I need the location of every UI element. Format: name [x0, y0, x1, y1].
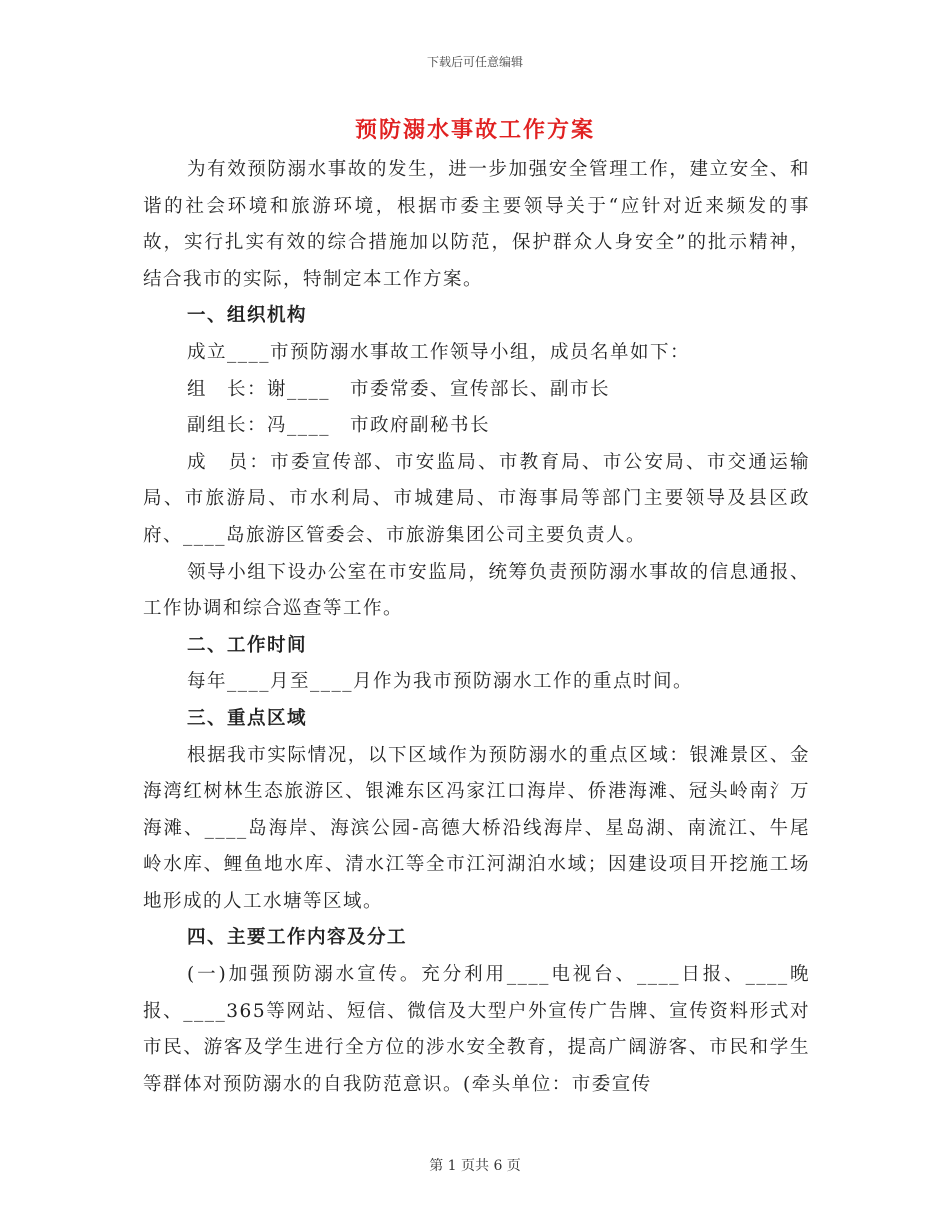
- paragraph-members: 成 员：市委宣传部、市安监局、市教育局、市公安局、市交通运输局、市旅游局、市水利局、市城建局、市海事局等部门主要领导及县区政府、____岛旅游区管委会、市旅游集团公司主要负责人。: [143, 451, 810, 546]
- document-body: [143, 152, 810, 1103]
- section-heading-3: 三、重点区域: [187, 707, 308, 729]
- page-footer: 第 1 页共 6 页: [429, 1158, 521, 1174]
- paragraph-areas: 根据我市实际情况，以下区域作为预防溺水的重点区域：银滩景区、金海湾红树林生态旅游区、银滩东区冯家江口海岸、侨港海滩、冠头岭南氵万海滩、____岛海岸、海滨公园-高德大桥沿线海岸、星岛湖、南流江、牛尾岭水库、鲤鱼地水库、清水江等全市江河湖泊水域；因建设项目开挖施工场地形成的人工水塘等区域。: [143, 744, 810, 912]
- paragraph-publicity: (一)加强预防溺水宣传。充分利用____电视台、____日报、____晚报、____365等网站、短信、微信及大型户外宣传广告牌、宣传资料形式对市民、游客及学生进行全方位的涉水安全教育，提高广阔游客、市民和学生等群体对预防溺水的自我防范意识。(牵头单位：市委宣传: [143, 964, 810, 1095]
- paragraph-time: 每年____月至____月作为我市预防溺水工作的重点时间。: [187, 671, 694, 693]
- document-title: 预防溺水事故工作方案: [354, 117, 595, 143]
- paragraph-leader: 组 长：谢____ 市委常委、宣传部长、副市长: [187, 378, 611, 400]
- section-heading-1: 一、组织机构: [187, 305, 308, 327]
- paragraph-org: 成立____市预防溺水事故工作领导小组，成员名单如下：: [187, 341, 691, 363]
- page-header: 下载后可任意编辑: [426, 55, 523, 69]
- paragraph-deputy: 副组长：冯____ 市政府副秘书长: [187, 415, 491, 437]
- paragraph-office: 领导小组下设办公室在市安监局，统筹负责预防溺水事故的信息通报、工作协调和综合巡查等工作。: [143, 561, 810, 620]
- section-heading-2: 二、工作时间: [187, 634, 308, 656]
- section-heading-4: 四、主要工作内容及分工: [187, 927, 408, 949]
- paragraph-intro: 为有效预防溺水事故的发生，进一步加强安全管理工作，建立安全、和谐的社会环境和旅游环境，根据市委主要领导关于“应针对近来频发的事故，实行扎实有效的综合措施加以防范，保护群众人身安全”的批示精神，结合我市的实际，特制定本工作方案。: [143, 159, 810, 290]
